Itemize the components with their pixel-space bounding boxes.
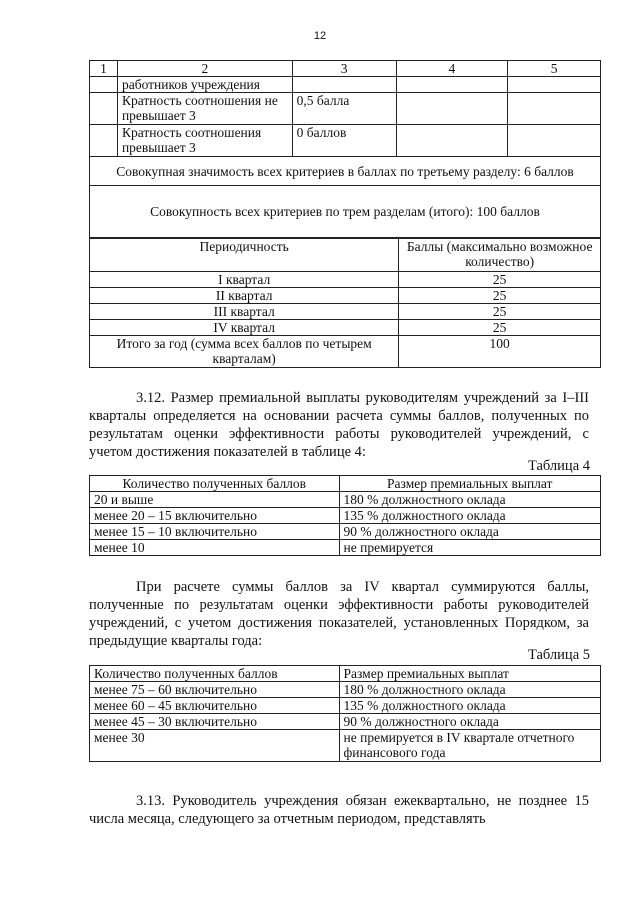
bonus-cell: 135 % должностного оклада: [339, 698, 600, 714]
points-cell: 20 и выше: [90, 492, 340, 508]
table-cell: [292, 77, 396, 93]
table-cell: [90, 77, 118, 93]
header-cell: Размер премиальных выплат: [339, 476, 600, 492]
paragraph-text: 3.13. Руководитель учреждения обязан ежеквартально, не позднее 15 числа месяца, следующего за отчетным периодом, представлять: [89, 793, 589, 827]
paragraph-q4: [89, 578, 589, 650]
table-row: [90, 125, 601, 157]
table-cell: [396, 125, 508, 157]
header-cell: 1: [90, 61, 118, 77]
table-row: [90, 288, 601, 304]
bonus-cell: не премируется: [339, 540, 600, 556]
table-row: [90, 492, 601, 508]
total-summary: Совокупность всех критериев по трем разделам (итого): 100 баллов: [90, 186, 601, 238]
summary-row: [90, 186, 601, 238]
header-cell: Периодичность: [90, 239, 399, 272]
points-cell: 25: [399, 304, 601, 320]
points-cell: менее 30: [90, 730, 340, 762]
table-header-row: [90, 666, 601, 682]
points-cell: 25: [399, 272, 601, 288]
table-cell: 0 баллов: [292, 125, 396, 157]
summary-row: [90, 157, 601, 186]
table-cell: [508, 93, 601, 125]
table-row: [90, 320, 601, 336]
table-row: [90, 93, 601, 125]
table-row: [90, 540, 601, 556]
header-cell: Баллы (максимально возможное количество): [399, 239, 601, 272]
bonus-cell: 90 % должностного оклада: [339, 524, 600, 540]
table-header-row: [90, 476, 601, 492]
points-cell: менее 15 – 10 включительно: [90, 524, 340, 540]
table4-caption: Таблица 4: [527, 458, 590, 474]
points-cell: 25: [399, 320, 601, 336]
table-cell: [90, 125, 118, 157]
table-row: [90, 524, 601, 540]
bonus-cell: не премируется в IV квартале отчетного финансового года: [339, 730, 600, 762]
points-cell: 100: [399, 336, 601, 368]
points-cell: менее 60 – 45 включительно: [90, 698, 340, 714]
table-cell: работников учреждения: [117, 77, 292, 93]
header-cell: 2: [117, 61, 292, 77]
period-cell: Итого за год (сумма всех баллов по четырем кварталам): [90, 336, 399, 368]
table-cell: [396, 93, 508, 125]
table-cell: 0,5 балла: [292, 93, 396, 125]
paragraph-text: 3.12. Размер премиальной выплаты руководителям учреждений за I–III кварталы определяется на основании расчета суммы баллов, полученных по результатам оценки эффективности работы руководителей учреждений, с учетом достижения показателей в таблице 4:: [89, 390, 589, 460]
section3-summary: Совокупная значимость всех критериев в баллах по третьему разделу: 6 баллов: [90, 157, 601, 186]
table-cell: Кратность соотношения не превышает 3: [117, 93, 292, 125]
bonus-cell: 180 % должностного оклада: [339, 492, 600, 508]
table-header-row: [90, 239, 601, 272]
header-cell: Количество полученных баллов: [90, 476, 340, 492]
table5-caption: Таблица 5: [527, 647, 590, 663]
table-cell: [508, 77, 601, 93]
header-cell: Размер премиальных выплат: [339, 666, 600, 682]
table-4: [89, 475, 601, 556]
table-row: [90, 698, 601, 714]
paragraph-text: При расчете суммы баллов за IV квартал суммируются баллы, полученные по результатам оценки эффективности работы руководителей учреждений, с учетом достижения показателей, установленных Порядком, за предыдущие кварталы года:: [89, 579, 589, 649]
paragraph-3-13: [89, 792, 589, 828]
header-cell: Количество полученных баллов: [90, 666, 340, 682]
table-row: [90, 272, 601, 288]
bonus-cell: 90 % должностного оклада: [339, 714, 600, 730]
points-cell: менее 45 – 30 включительно: [90, 714, 340, 730]
bonus-cell: 180 % должностного оклада: [339, 682, 600, 698]
table-row: [90, 714, 601, 730]
points-cell: менее 20 – 15 включительно: [90, 508, 340, 524]
table-header-row: [90, 61, 601, 77]
paragraph-3-12: [89, 389, 589, 461]
table-row: [90, 304, 601, 320]
points-cell: менее 10: [90, 540, 340, 556]
table-cell: [396, 77, 508, 93]
period-cell: II квартал: [90, 288, 399, 304]
period-cell: III квартал: [90, 304, 399, 320]
table-cell: [508, 125, 601, 157]
points-cell: менее 75 – 60 включительно: [90, 682, 340, 698]
table-row: [90, 77, 601, 93]
periodicity-table: [89, 238, 601, 368]
table-cell: [90, 93, 118, 125]
header-cell: 4: [396, 61, 508, 77]
period-cell: I квартал: [90, 272, 399, 288]
points-cell: 25: [399, 288, 601, 304]
criteria-table: [89, 60, 601, 238]
table-row: [90, 508, 601, 524]
period-cell: IV квартал: [90, 320, 399, 336]
table-row: [90, 730, 601, 762]
table-row: [90, 682, 601, 698]
bonus-cell: 135 % должностного оклада: [339, 508, 600, 524]
header-cell: 3: [292, 61, 396, 77]
table-cell: Кратность соотношения превышает 3: [117, 125, 292, 157]
header-cell: 5: [508, 61, 601, 77]
table-row: [90, 336, 601, 368]
page-number: 12: [313, 30, 327, 42]
table-5: [89, 665, 601, 762]
